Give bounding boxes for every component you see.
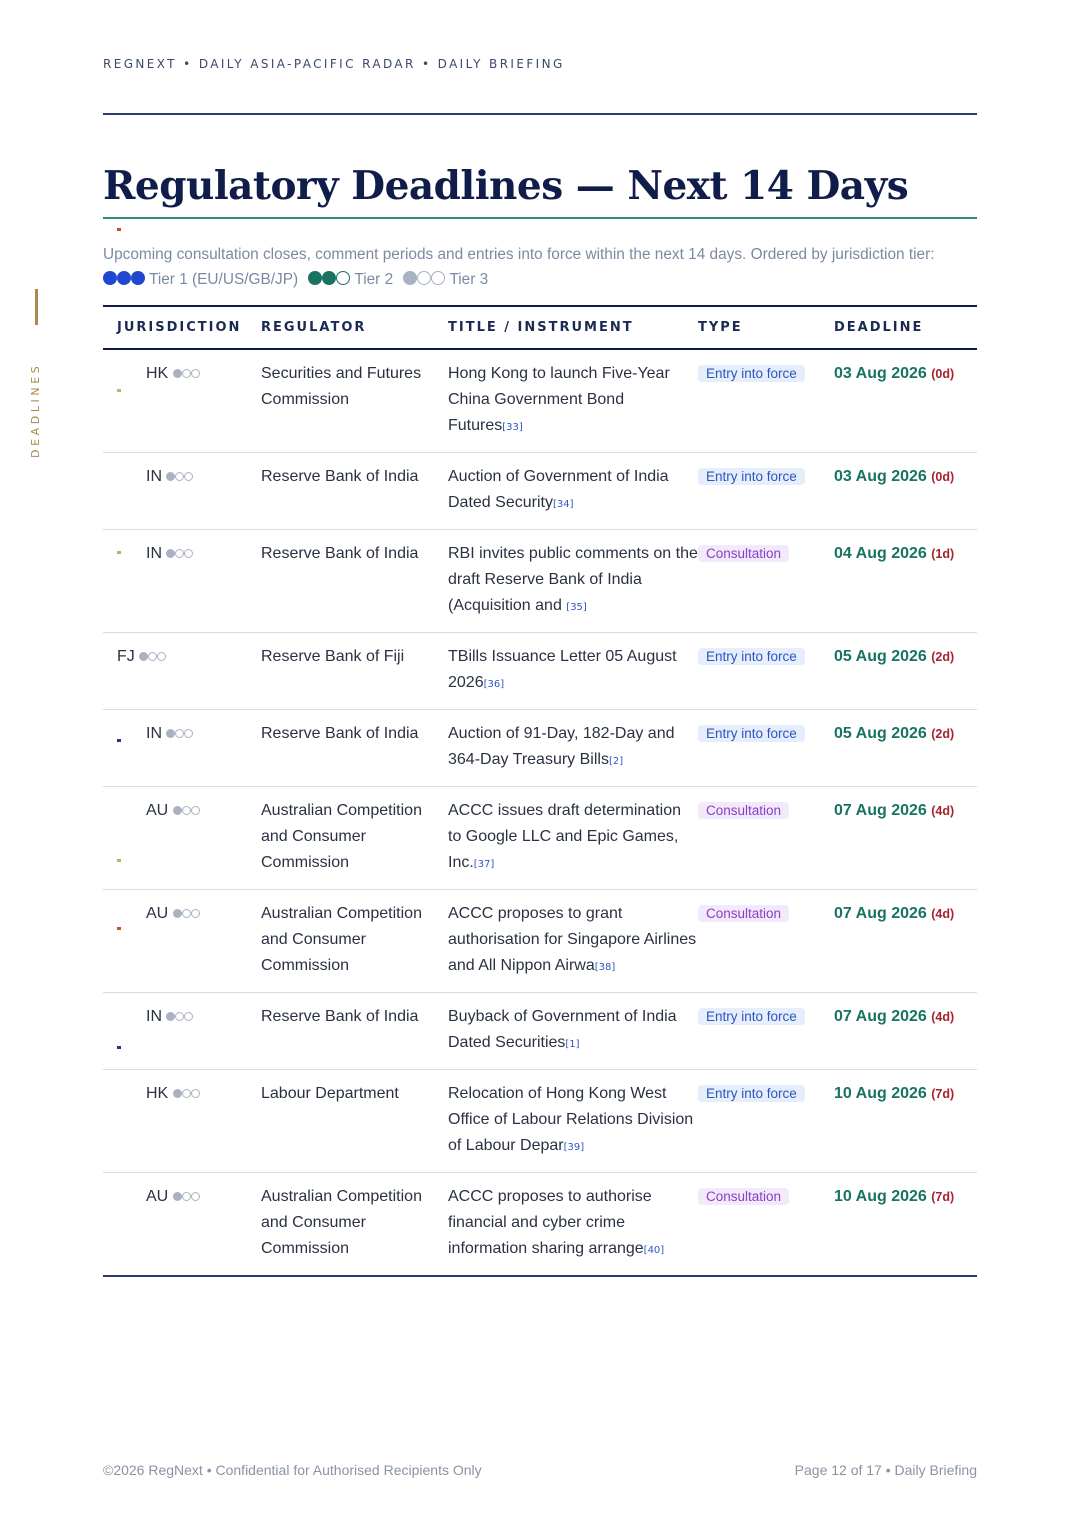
jurisdiction-cell — [103, 890, 261, 993]
title-cell — [448, 530, 698, 633]
table-row — [103, 1070, 977, 1173]
table-row — [103, 1173, 977, 1277]
instrument-title: ACCC proposes to authorise financial and cyber crime information sharing arrange — [448, 1188, 652, 1257]
deadline-date: 07 Aug 2026 — [834, 1008, 927, 1025]
days-remaining: (4d) — [931, 804, 955, 818]
jurisdiction-code: FJ — [117, 648, 135, 665]
type-badge: Entry into force — [698, 725, 805, 742]
regulator-cell: Reserve Bank of India — [261, 530, 448, 633]
footer-page-number: Page 12 of 17 • Daily Briefing — [794, 1462, 977, 1478]
instrument-title: Hong Kong to launch Five-Year China Government Bond Futures — [448, 365, 670, 434]
jurisdiction-code: IN — [146, 545, 162, 562]
column-header-type: TYPE — [698, 306, 834, 349]
tier-dot-filled-icon — [173, 1089, 182, 1098]
deadline-date: 05 Aug 2026 — [834, 648, 927, 665]
days-remaining: (1d) — [931, 547, 955, 561]
type-cell — [698, 1070, 834, 1173]
type-cell — [698, 890, 834, 993]
type-cell — [698, 787, 834, 890]
tier-dot-empty-icon — [175, 729, 184, 738]
title-cell — [448, 890, 698, 993]
title-cell — [448, 1173, 698, 1277]
regulator-cell: Australian Competition and Consumer Commission — [261, 1173, 448, 1277]
days-remaining: (7d) — [931, 1190, 955, 1204]
title-cell — [448, 787, 698, 890]
tier-dot-empty-icon — [336, 271, 350, 285]
jurisdiction-cell — [103, 453, 261, 530]
table-header-row — [103, 306, 977, 349]
tier-dot-empty-icon — [182, 1192, 191, 1201]
tier-dot-empty-icon — [157, 652, 166, 661]
tier-dot-empty-icon — [175, 549, 184, 558]
jurisdiction-code: HK — [146, 365, 169, 382]
tier-dot-filled-icon — [166, 472, 175, 481]
jurisdiction-cell — [103, 633, 261, 710]
jurisdiction-code: HK — [146, 1085, 169, 1102]
page-title: Regulatory Deadlines — Next 14 Days — [103, 163, 909, 209]
jurisdiction-cell — [103, 1173, 261, 1277]
type-badge: Consultation — [698, 802, 789, 819]
regulator-cell: Australian Competition and Consumer Commission — [261, 890, 448, 993]
source-reference-link[interactable]: [38] — [594, 962, 616, 973]
type-badge: Entry into force — [698, 1085, 805, 1102]
type-badge: Entry into force — [698, 648, 805, 665]
type-cell — [698, 453, 834, 530]
type-cell — [698, 710, 834, 787]
tier-dot-empty-icon — [182, 369, 191, 378]
jurisdiction-cell — [103, 710, 261, 787]
jurisdiction-code: IN — [146, 725, 162, 742]
tier-dot-empty-icon — [148, 652, 157, 661]
tier-dot-filled-icon — [139, 652, 148, 661]
column-header-deadline: DEADLINE — [834, 306, 977, 349]
days-remaining: (2d) — [931, 650, 955, 664]
deadline-date: 10 Aug 2026 — [834, 1085, 927, 1102]
deadline-cell — [834, 530, 977, 633]
deadline-date: 04 Aug 2026 — [834, 545, 927, 562]
tier-dot-filled-icon — [173, 1192, 182, 1201]
title-divider — [103, 217, 977, 219]
source-reference-link[interactable]: [40] — [643, 1245, 665, 1256]
type-badge: Entry into force — [698, 1008, 805, 1025]
jurisdiction-code: AU — [146, 905, 169, 922]
tier-dot-filled-icon — [308, 271, 322, 285]
legend-tier-2 — [308, 271, 397, 288]
jurisdiction-cell — [103, 1070, 261, 1173]
table-row — [103, 633, 977, 710]
deadline-cell — [834, 1173, 977, 1277]
instrument-title: Relocation of Hong Kong West Office of Labour Relations Division of Labour Depar — [448, 1085, 694, 1154]
source-reference-link[interactable]: [2] — [608, 756, 624, 767]
jurisdiction-code: AU — [146, 802, 169, 819]
tier-dot-filled-icon — [403, 271, 417, 285]
tier-dot-empty-icon — [175, 472, 184, 481]
title-cell — [448, 1070, 698, 1173]
deadline-date: 03 Aug 2026 — [834, 468, 927, 485]
deadline-cell — [834, 1070, 977, 1173]
instrument-title: ACCC proposes to grant authorisation for Singapore Airlines and All Nippon Airwa — [448, 905, 697, 974]
table-row — [103, 710, 977, 787]
tier-dot-filled-icon — [131, 271, 145, 285]
tier-dot-empty-icon — [184, 729, 193, 738]
instrument-title: Auction of 91-Day, 182-Day and 364-Day Treasury Bills — [448, 725, 675, 768]
tier-dot-empty-icon — [182, 806, 191, 815]
days-remaining: (0d) — [931, 367, 955, 381]
type-badge: Consultation — [698, 905, 789, 922]
jurisdiction-cell — [103, 349, 261, 453]
tier-dot-empty-icon — [191, 806, 200, 815]
deadline-date: 03 Aug 2026 — [834, 365, 927, 382]
legend-tier-1 — [103, 271, 302, 288]
source-reference-link[interactable]: [1] — [565, 1039, 580, 1050]
deadline-cell — [834, 890, 977, 993]
source-reference-link[interactable]: [39] — [563, 1142, 585, 1153]
margin-tick — [117, 228, 121, 231]
deadline-date: 10 Aug 2026 — [834, 1188, 927, 1205]
type-cell — [698, 530, 834, 633]
tier-dot-empty-icon — [191, 1192, 200, 1201]
tier-dot-empty-icon — [431, 271, 445, 285]
tier-dot-filled-icon — [173, 806, 182, 815]
jurisdiction-code: IN — [146, 468, 162, 485]
jurisdiction-cell — [103, 993, 261, 1070]
jurisdiction-code: IN — [146, 1008, 162, 1025]
days-remaining: (7d) — [931, 1087, 955, 1101]
tier-dot-filled-icon — [173, 909, 182, 918]
table-row — [103, 993, 977, 1070]
regulator-cell: Reserve Bank of Fiji — [261, 633, 448, 710]
regulator-cell: Securities and Futures Commission — [261, 349, 448, 453]
tier-dot-empty-icon — [417, 271, 431, 285]
legend-label: Tier 1 (EU/US/GB/JP) — [149, 271, 299, 288]
type-cell — [698, 349, 834, 453]
type-cell — [698, 1173, 834, 1277]
column-header-jurisdiction: JURISDICTION — [103, 306, 261, 349]
table-row — [103, 453, 977, 530]
source-reference-link[interactable]: [37] — [473, 859, 495, 870]
table-row — [103, 787, 977, 890]
regulator-cell: Labour Department — [261, 1070, 448, 1173]
table-row — [103, 530, 977, 633]
title-cell — [448, 453, 698, 530]
column-header-title: TITLE / INSTRUMENT — [448, 306, 698, 349]
source-reference-link[interactable]: [33] — [502, 422, 523, 433]
instrument-title: ACCC issues draft determination to Google LLC and Epic Games, Inc. — [448, 802, 681, 871]
days-remaining: (0d) — [931, 470, 955, 484]
days-remaining: (4d) — [931, 1010, 955, 1024]
section-side-label: DEADLINES — [29, 362, 42, 458]
days-remaining: (2d) — [931, 727, 955, 741]
type-badge: Consultation — [698, 1188, 789, 1205]
deadline-cell — [834, 453, 977, 530]
intro-paragraph — [103, 242, 983, 292]
instrument-title: Buyback of Government of India Dated Securities — [448, 1008, 677, 1051]
legend-label: Tier 3 — [449, 271, 489, 288]
tier-dot-empty-icon — [191, 909, 200, 918]
jurisdiction-code: AU — [146, 1188, 169, 1205]
tier-dot-empty-icon — [191, 369, 200, 378]
table-row — [103, 349, 977, 453]
tier-dot-filled-icon — [117, 271, 131, 285]
tier-dot-filled-icon — [173, 369, 182, 378]
regulator-cell: Reserve Bank of India — [261, 710, 448, 787]
tier-dot-empty-icon — [184, 1012, 193, 1021]
tier-dot-empty-icon — [175, 1012, 184, 1021]
instrument-title: Auction of Government of India Dated Security — [448, 468, 669, 511]
column-header-regulator: REGULATOR — [261, 306, 448, 349]
source-reference-link[interactable]: [34] — [552, 499, 574, 510]
tier-dot-filled-icon — [166, 549, 175, 558]
header-divider — [103, 113, 977, 115]
tier-dot-filled-icon — [322, 271, 336, 285]
title-cell — [448, 710, 698, 787]
instrument-title: TBills Issuance Letter 05 August 2026 — [448, 648, 677, 691]
instrument-title: RBI invites public comments on the draft Reserve Bank of India (Acquisition and — [448, 545, 698, 614]
days-remaining: (4d) — [931, 907, 955, 921]
header-meta: REGNEXT • DAILY ASIA-PACIFIC RADAR • DAILY BRIEFING — [103, 57, 565, 71]
deadline-cell — [834, 993, 977, 1070]
tier-dot-empty-icon — [191, 1089, 200, 1098]
jurisdiction-cell — [103, 530, 261, 633]
tier-dot-empty-icon — [182, 1089, 191, 1098]
deadline-date: 07 Aug 2026 — [834, 905, 927, 922]
type-badge: Consultation — [698, 545, 789, 562]
jurisdiction-cell — [103, 787, 261, 890]
legend-tier-3 — [403, 271, 488, 288]
title-cell — [448, 633, 698, 710]
deadline-cell — [834, 787, 977, 890]
tier-dot-filled-icon — [166, 1012, 175, 1021]
table-row — [103, 890, 977, 993]
type-badge: Entry into force — [698, 365, 805, 382]
tier-dot-filled-icon — [103, 271, 117, 285]
tier-dot-empty-icon — [184, 549, 193, 558]
type-cell — [698, 633, 834, 710]
legend-label: Tier 2 — [354, 271, 394, 288]
deadline-cell — [834, 349, 977, 453]
section-marker — [35, 289, 38, 325]
title-cell — [448, 349, 698, 453]
deadline-cell — [834, 633, 977, 710]
tier-dot-empty-icon — [184, 472, 193, 481]
intro-text: Upcoming consultation closes, comment periods and entries into force within the next 14 days. Ordered by jurisdiction tier: — [103, 246, 935, 263]
source-reference-link[interactable]: [36] — [483, 679, 505, 690]
footer-copyright: ©2026 RegNext • Confidential for Authorised Recipients Only — [103, 1462, 482, 1478]
deadline-date: 05 Aug 2026 — [834, 725, 927, 742]
regulator-cell: Reserve Bank of India — [261, 993, 448, 1070]
regulator-cell: Australian Competition and Consumer Commission — [261, 787, 448, 890]
deadline-cell — [834, 710, 977, 787]
deadline-date: 07 Aug 2026 — [834, 802, 927, 819]
tier-dot-filled-icon — [166, 729, 175, 738]
title-cell — [448, 993, 698, 1070]
regulator-cell: Reserve Bank of India — [261, 453, 448, 530]
source-reference-link[interactable]: [35] — [566, 602, 587, 613]
type-cell — [698, 993, 834, 1070]
deadlines-table — [103, 305, 977, 1277]
tier-dot-empty-icon — [182, 909, 191, 918]
type-badge: Entry into force — [698, 468, 805, 485]
